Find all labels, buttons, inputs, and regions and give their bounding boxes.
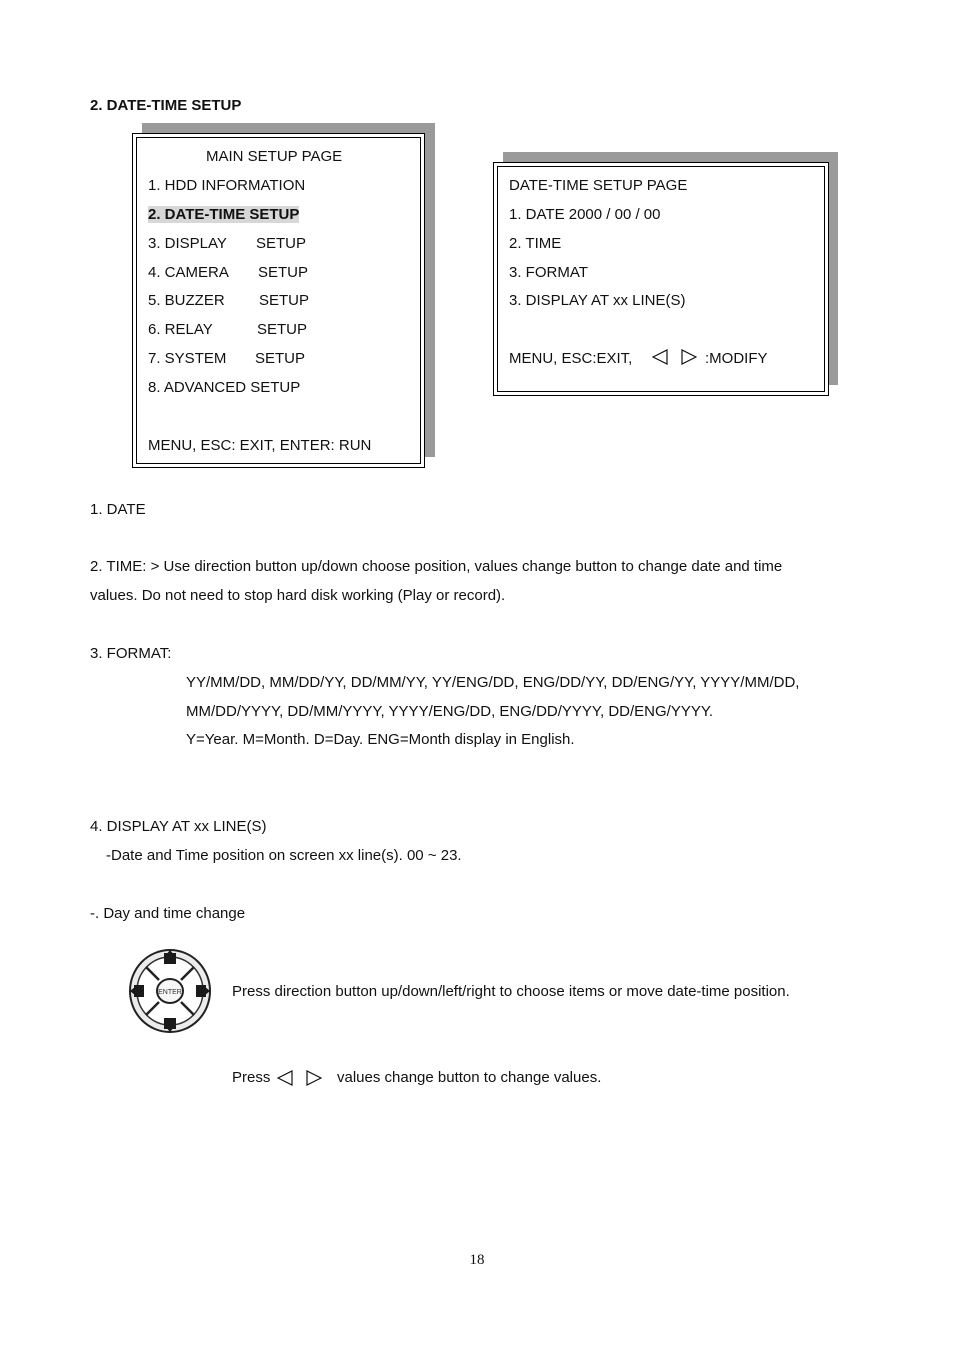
right-triangle-icon (681, 349, 697, 369)
datetime-menu-box (493, 162, 829, 396)
main-menu-item-suffix: SETUP (258, 264, 309, 281)
main-menu-item-suffix: SETUP (259, 292, 310, 309)
page-number: 18 (469, 1252, 485, 1268)
format-line-1: YY/MM/DD, MM/DD/YY, DD/MM/YY, YY/ENG/DD, ENG/DD/YY, DD/ENG/YY, YYYY/MM/DD, (186, 674, 800, 691)
press-prefix: Press (232, 1069, 271, 1086)
datetime-menu-footer-left: MENU, ESC:EXIT, (509, 350, 633, 367)
datetime-menu-item-format[interactable]: 3. FORMAT (509, 264, 588, 281)
main-menu-item[interactable]: 3. DISPLAY (148, 235, 227, 252)
main-menu-item[interactable]: 8. ADVANCED SETUP (148, 379, 301, 396)
left-triangle-icon (277, 1070, 293, 1090)
date-heading: 1. DATE (90, 501, 146, 518)
dial-center-label: ENTER (158, 989, 182, 996)
format-line-3: Y=Year. M=Month. D=Day. ENG=Month display in English. (186, 731, 575, 748)
right-triangle-icon (306, 1070, 322, 1090)
main-menu-item[interactable]: 1. HDD INFORMATION (148, 177, 306, 194)
left-triangle-icon (652, 349, 668, 369)
datetime-menu-item-time[interactable]: 2. TIME (509, 235, 562, 252)
main-menu-title: MAIN SETUP PAGE (206, 148, 343, 165)
main-menu-item[interactable]: 4. CAMERA (148, 264, 229, 281)
format-line-2: MM/DD/YYYY, DD/MM/YYYY, YYYY/ENG/DD, ENG/DD/YYYY, DD/ENG/YYYY. (186, 703, 714, 720)
main-menu-item[interactable]: 6. RELAY (148, 321, 213, 338)
press-direction-text: Press direction button up/down/left/right to choose items or move date-time position. (232, 983, 790, 1000)
display-heading: 4. DISPLAY AT xx LINE(S) (90, 818, 267, 835)
main-menu-item[interactable]: 7. SYSTEM (148, 350, 227, 367)
datetime-menu-footer-right: :MODIFY (705, 350, 768, 367)
section-title: 2. DATE-TIME SETUP (90, 97, 242, 114)
time-text-line-1: 2. TIME: > Use direction button up/down choose position, values change button to change date and time (90, 558, 783, 575)
datetime-menu-item-date[interactable]: 1. DATE 2000 / 00 / 00 (509, 206, 661, 223)
main-menu-item[interactable]: 5. BUZZER (148, 292, 225, 309)
main-menu-footer: MENU, ESC: EXIT, ENTER: RUN (148, 437, 372, 454)
main-menu-item-selected[interactable]: 2. DATE-TIME SETUP (148, 206, 300, 223)
time-text-line-2: values. Do not need to stop hard disk working (Play or record). (90, 587, 506, 604)
main-menu-item-suffix: SETUP (255, 350, 306, 367)
direction-pad-icon (128, 948, 212, 1034)
main-menu-box (132, 133, 425, 468)
main-menu-item-suffix: SETUP (257, 321, 308, 338)
display-text: -Date and Time position on screen xx line(s). 00 ~ 23. (106, 847, 462, 864)
datetime-menu-item-display[interactable]: 3. DISPLAY AT xx LINE(S) (509, 292, 686, 309)
press-suffix: values change button to change values. (337, 1069, 602, 1086)
datetime-menu-title: DATE-TIME SETUP PAGE (509, 177, 688, 194)
format-heading: 3. FORMAT: (90, 645, 172, 662)
main-menu-item-suffix: SETUP (256, 235, 307, 252)
change-heading: -. Day and time change (90, 905, 246, 922)
